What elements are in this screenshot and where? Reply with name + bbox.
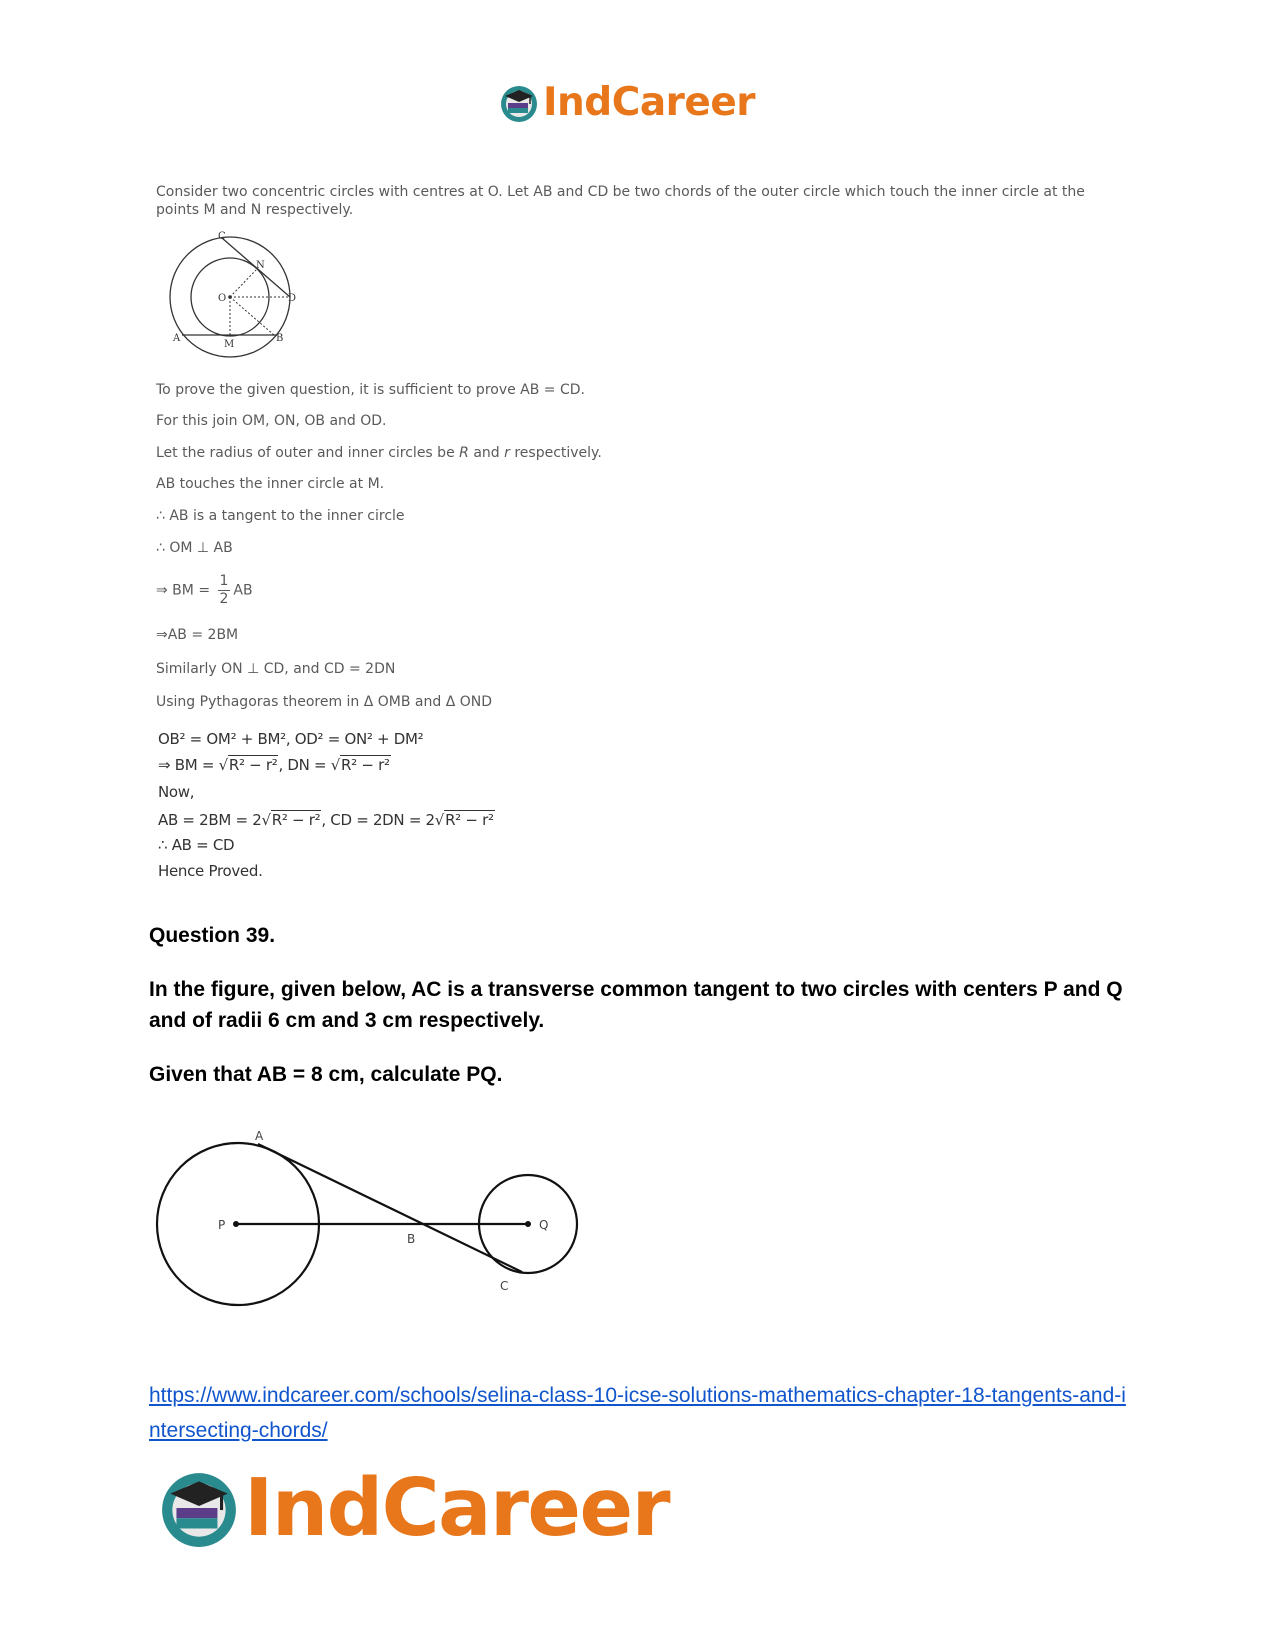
solution-line: For this join OM, ON, OB and OD.	[156, 413, 387, 429]
fraction: $\frac{1}{2}$	[219, 573, 229, 607]
solution-line: Using Pythagoras theorem in Δ OMB and Δ OND	[156, 694, 493, 710]
solution-line: ∴ AB is a tangent to the inner circle	[156, 508, 405, 524]
solution-line: To prove the given question, it is sufficient to prove AB = CD.	[156, 382, 585, 398]
label-m: M	[224, 339, 235, 350]
logo-text: IndCareer	[543, 80, 755, 125]
label-o: O	[218, 293, 227, 304]
question-given: Given that AB = 8 cm, calculate PQ.	[149, 1063, 503, 1086]
label-b: B	[407, 1232, 416, 1246]
math-line: AB = 2BM = 2√R² − r², CD = 2DN = 2√R² − r²	[158, 811, 494, 829]
math-line: Now,	[158, 783, 195, 801]
math-line: ⇒ BM = √R² − r², DN = √R² − r²	[158, 756, 390, 774]
label-q: Q	[539, 1218, 549, 1232]
question-heading: Question 39.	[149, 924, 276, 947]
concentric-circles-figure	[164, 230, 314, 360]
label-a: A	[173, 333, 181, 344]
solution-line: AB touches the inner circle at M.	[156, 476, 385, 492]
header-logo	[499, 80, 755, 125]
solution-fraction-line: ⇒ BM = $\frac{1}{2}$ AB	[156, 573, 253, 607]
solution-line: ⇒AB = 2BM	[156, 627, 239, 643]
solution-intro: Consider two concentric circles with centres at O. Let AB and CD be two chords of the outer circle which touch the inner circle at the points M and N respectively.	[156, 184, 1085, 218]
tangent-circles-figure	[150, 1128, 590, 1318]
label-c: C	[500, 1279, 509, 1293]
solution-line: Let the radius of outer and inner circles be R and r respectively.	[156, 445, 602, 461]
question-text: In the figure, given below, AC is a transverse common tangent to two circles with centers P and Q and of radii 6 cm and 3 cm respectively.	[149, 978, 1123, 1032]
logo-text: IndCareer	[244, 1462, 670, 1554]
solution-line: Similarly ON ⊥ CD, and CD = 2DN	[156, 661, 396, 677]
math-line: ∴ AB = CD	[158, 836, 235, 854]
label-a: A	[255, 1129, 264, 1143]
label-n: N	[256, 260, 265, 271]
label-b: B	[276, 333, 284, 344]
footer-logo	[158, 1462, 669, 1554]
solution-line: ∴ OM ⊥ AB	[156, 540, 233, 556]
label-p: P	[218, 1218, 226, 1232]
math-line: Hence Proved.	[158, 862, 263, 880]
source-link[interactable]: https://www.indcareer.com/schools/selina-class-10-icse-solutions-mathematics-chapter-18-tangents-and-intersecting-chords/	[149, 1384, 1126, 1442]
label-d: D	[288, 293, 297, 304]
logo-emblem-icon	[499, 83, 539, 123]
logo-emblem-icon	[158, 1467, 240, 1549]
math-line: OB² = OM² + BM², OD² = ON² + DM²	[158, 730, 424, 748]
label-c: C	[218, 231, 226, 242]
